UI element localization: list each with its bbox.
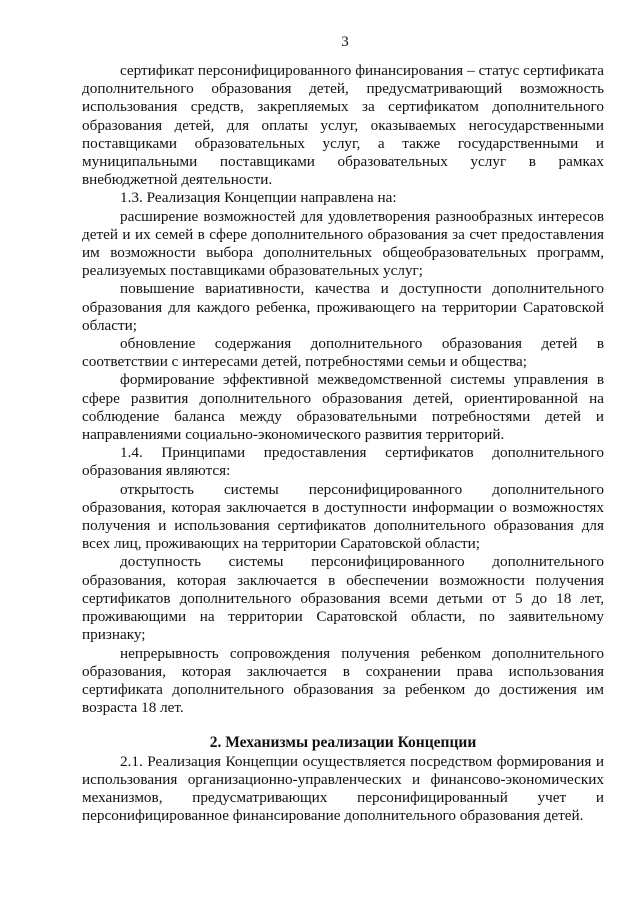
paragraph-openness: открытость системы персонифицированного дополнительного образования, которая заключается в доступности информации о возможностях получения и использования сертификатов дополнительного образования для всех лиц, проживающих на территории Саратовской области; [82, 480, 604, 553]
paragraph-variability: повышение вариативности, качества и доступности дополнительного образования для каждого ребенка, проживающего на территории Саратовской области; [82, 280, 604, 334]
page-number: 3 [341, 34, 349, 50]
paragraph-2-1: 2.1. Реализация Концепции осуществляется посредством формирования и использования организационно-управленческих и финансово-экономических механизмов, предусматривающих персонифицированный учет и персонифицированное финансирование дополнительного образования детей. [82, 752, 604, 825]
section-heading: 2. Механизмы реализации Концепции [209, 734, 477, 752]
paragraph-content-update: обновление содержания дополнительного образования детей в соответствии с интересами детей, потребностями семьи и общества; [82, 335, 604, 371]
document-body [82, 62, 604, 825]
paragraph-expansion: расширение возможностей для удовлетворения разнообразных интересов детей и их семей в сфере дополнительного образования за счет предоставления им возможности выбора дополнительных общеобразовательных программ, реализуемых поставщиками образовательных услуг; [82, 207, 604, 280]
paragraph-1-4-principles: 1.4. Принципами предоставления сертификатов дополнительного образования являются: [82, 444, 604, 480]
paragraph-accessibility: доступность системы персонифицированного дополнительного образования, которая заключается в обеспечении возможности получения сертификатов дополнительного образования всеми детьми от 5 до 18 лет, проживающими на территории Саратовской области, по заявительному признаку; [82, 553, 604, 644]
paragraph-1-3-intro: 1.3. Реализация Концепции направлена на: [120, 189, 397, 207]
paragraph-certificate-definition: сертификат персонифицированного финансирования – статус сертификата дополнительного образования детей, предусматривающий возможность использования средств, закрепляемых за сертификатом дополнительного образования детей, для оплаты услуг, оказываемых негосударственными поставщиками образовательных услуг, а также государственными и муниципальными поставщиками образовательных услуг в рамках внебюджетной деятельности. [82, 62, 604, 189]
paragraph-continuity: непрерывность сопровождения получения ребенком дополнительного образования, которая заключается в сохранении права использования сертификата дополнительного образования за ребенком до достижения им возраста 18 лет. [82, 644, 604, 717]
paragraph-management-system: формирование эффективной межведомственной системы управления в сфере развития дополнительного образования детей, ориентированной на соблюдение баланса между образовательными потребностями детей и направлениями социально-экономического развития территорий. [82, 371, 604, 444]
